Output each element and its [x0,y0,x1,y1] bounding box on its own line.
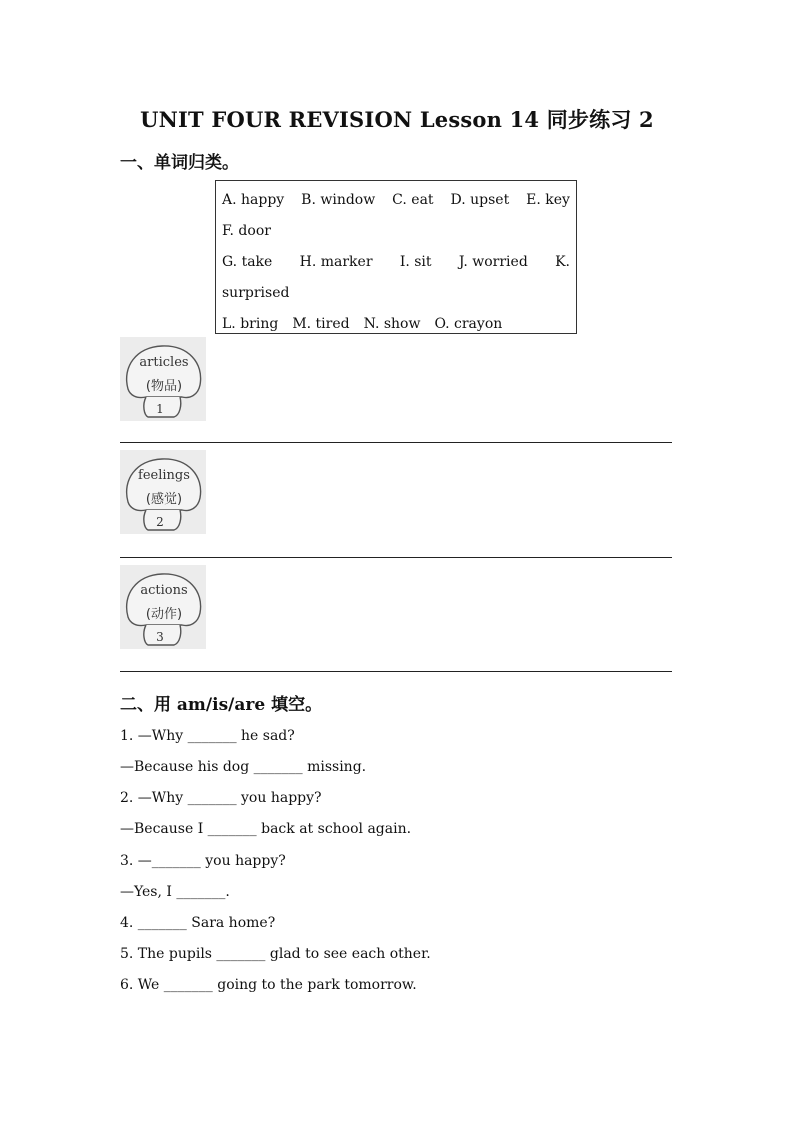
category-3-num: 3 [156,630,164,644]
word-n: N. show [363,316,421,332]
word-c: C. eat [392,192,434,208]
section1-heading: 一、单词归类。 [120,153,239,173]
word-h: H. marker [299,254,373,270]
word-f: F. door [222,223,271,239]
mushroom-articles-icon [120,337,206,421]
category-1-zh: (物品) [145,379,183,394]
mushroom-feelings-icon [120,450,206,534]
category-3-en: actions [140,583,188,598]
word-k: K. [555,254,570,270]
category-2-en: feelings [138,468,190,483]
category-1-en: articles [139,355,189,370]
section2-heading [120,690,322,715]
answer-1: —Because his dog _______ missing. [120,759,367,775]
word-i: I. sit [399,254,432,270]
word-row-5 [222,309,570,340]
category-2-zh: (感觉) [145,492,183,507]
section2-heading-words: am/is/are [176,695,266,715]
word-row-2 [222,216,570,247]
section2-heading-suffix: 填空。 [265,695,323,715]
word-row-3 [222,247,570,278]
word-j: J. worried [458,254,528,270]
question-6: 6. We _______ going to the park tomorrow. [120,977,417,993]
question-5: 5. The pupils _______ glad to see each other. [120,946,431,962]
question-2: 2. —Why _______ you happy? [120,790,322,806]
answer-line-1[interactable] [120,442,672,443]
word-a: A. happy [222,192,285,208]
category-1-num: 1 [156,402,164,416]
answer-line-3[interactable] [120,671,672,672]
answer-2: —Because I _______ back at school again. [120,821,412,837]
word-g: G. take [222,254,273,270]
word-e: E. key [526,192,570,208]
word-k-cont: surprised [222,285,290,301]
word-row-1 [222,185,570,216]
mushroom-actions-icon [120,565,206,649]
category-2-num: 2 [156,515,164,529]
word-bank-box [215,180,577,334]
word-l: L. bring [222,316,279,332]
page-title: UNIT FOUR REVISION Lesson 14 同步练习 2 [140,107,654,132]
word-row-4 [222,278,570,309]
question-1: 1. —Why _______ he sad? [120,728,295,744]
word-m: M. tired [292,316,350,332]
word-b: B. window [301,192,376,208]
answer-line-2[interactable] [120,557,672,558]
question-3: 3. —_______ you happy? [120,853,286,869]
word-d: D. upset [450,192,510,208]
category-3-zh: (动作) [145,607,183,622]
question-4: 4. _______ Sara home? [120,915,276,931]
answer-3: —Yes, I _______. [120,884,230,900]
word-o: O. crayon [434,316,503,332]
section2-heading-prefix: 二、用 [120,695,177,715]
